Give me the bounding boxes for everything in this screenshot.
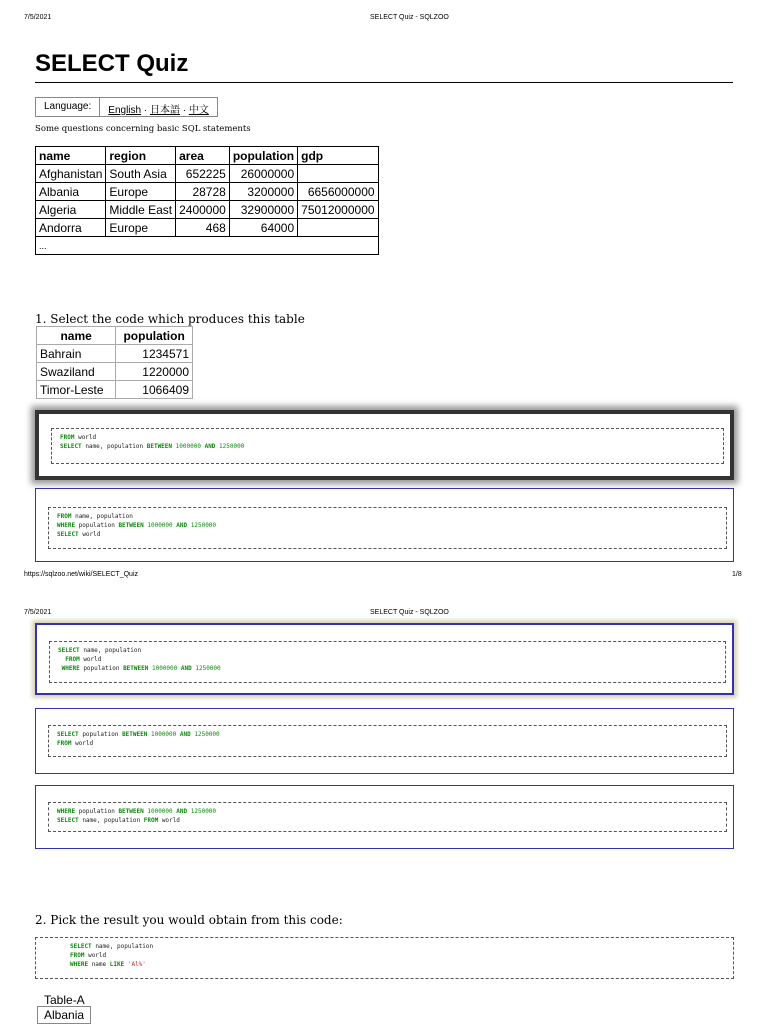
answer-option-b[interactable] — [35, 488, 734, 562]
question-1-prompt: 1. Select the code which produces this table — [35, 312, 305, 326]
language-links: English · 日本語 · 中文 — [108, 105, 209, 116]
table-header: area — [176, 147, 230, 165]
table-row — [37, 363, 193, 381]
table-header: population — [229, 147, 297, 165]
table-cell: 3200000 — [229, 183, 297, 201]
answer-option-d[interactable] — [35, 708, 734, 774]
table-cell: 64000 — [229, 219, 297, 237]
code-block: SELECT name, population FROM world WHERE population BETWEEN 1000000 AND 1250000 — [49, 641, 726, 683]
page-title: SELECT Quiz — [35, 50, 189, 77]
table-a-label: Table-A — [44, 993, 85, 1007]
table-cell: Andorra — [36, 219, 106, 237]
language-bar — [35, 97, 218, 117]
table-cell: 1234571 — [116, 345, 193, 363]
description: Some questions concerning basic SQL statements — [35, 124, 251, 134]
table-header: population — [116, 327, 193, 345]
table-row — [37, 381, 193, 399]
table-cell: 26000000 — [229, 165, 297, 183]
table-cell: 28728 — [176, 183, 230, 201]
table-row — [36, 201, 379, 219]
table-cell: Europe — [106, 219, 176, 237]
table-cell: Swaziland — [37, 363, 116, 381]
table-header: name — [37, 327, 116, 345]
table-cell: Middle East — [106, 201, 176, 219]
table-header-row — [37, 327, 193, 345]
page-number: 1/8 — [732, 571, 742, 578]
table-cell — [298, 219, 378, 237]
table-cell: 1220000 — [116, 363, 193, 381]
table-header: region — [106, 147, 176, 165]
table-cell: Albania — [37, 1006, 91, 1024]
table-cell: 468 — [176, 219, 230, 237]
code-block: FROM name, population WHERE population BETWEEN 1000000 AND 1250000 SELECT world — [48, 507, 727, 549]
table-row — [36, 165, 379, 183]
question-2-code: SELECT name, population FROM world WHERE name LIKE 'Al%' — [35, 937, 734, 979]
world-table — [35, 146, 379, 255]
table-cell: Europe — [106, 183, 176, 201]
language-label: Language: — [36, 98, 100, 116]
answer-option-a[interactable] — [35, 410, 734, 480]
table-cell: South Asia — [106, 165, 176, 183]
language-link-japanese[interactable]: 日本語 — [149, 105, 180, 116]
question-1-table — [36, 326, 193, 399]
language-link-english[interactable]: English — [108, 105, 142, 116]
question-2-prompt: 2. Pick the result you would obtain from this code: — [35, 913, 343, 927]
table-ellipsis: ... — [36, 237, 379, 255]
page-footer-url: https://sqlzoo.net/wiki/SELECT_Quiz — [24, 571, 138, 578]
answer-option-c[interactable] — [35, 623, 734, 695]
table-cell: 75012000000 — [298, 201, 378, 219]
table-row — [36, 237, 379, 255]
table-cell: Afghanistan — [36, 165, 106, 183]
title-divider — [35, 82, 733, 83]
table-cell: Timor-Leste — [37, 381, 116, 399]
language-link-chinese[interactable]: 中文 — [188, 105, 209, 116]
table-cell: 2400000 — [176, 201, 230, 219]
page-header-title: SELECT Quiz - SQLZOO — [370, 14, 449, 21]
answer-option-e[interactable] — [35, 785, 734, 849]
table-row — [36, 183, 379, 201]
page-date: 7/5/2021 — [24, 14, 52, 21]
table-header: name — [36, 147, 106, 165]
table-cell: 652225 — [176, 165, 230, 183]
code-block: FROM world SELECT name, population BETWEEN 1000000 AND 1250000 — [51, 428, 724, 464]
table-header-row — [36, 147, 379, 165]
page-date: 7/5/2021 — [24, 609, 52, 616]
code-block: WHERE population BETWEEN 1000000 AND 1250000 SELECT name, population FROM world — [48, 802, 727, 832]
table-cell — [298, 165, 378, 183]
table-cell: 6656000000 — [298, 183, 378, 201]
page-header-title: SELECT Quiz - SQLZOO — [370, 609, 449, 616]
table-cell: 32900000 — [229, 201, 297, 219]
table-cell: 1066409 — [116, 381, 193, 399]
code-block: SELECT population BETWEEN 1000000 AND 1250000 FROM world — [48, 725, 727, 757]
table-row — [36, 219, 379, 237]
table-cell: Algeria — [36, 201, 106, 219]
table-cell: Bahrain — [37, 345, 116, 363]
table-cell: Albania — [36, 183, 106, 201]
table-row — [37, 345, 193, 363]
table-header: gdp — [298, 147, 378, 165]
